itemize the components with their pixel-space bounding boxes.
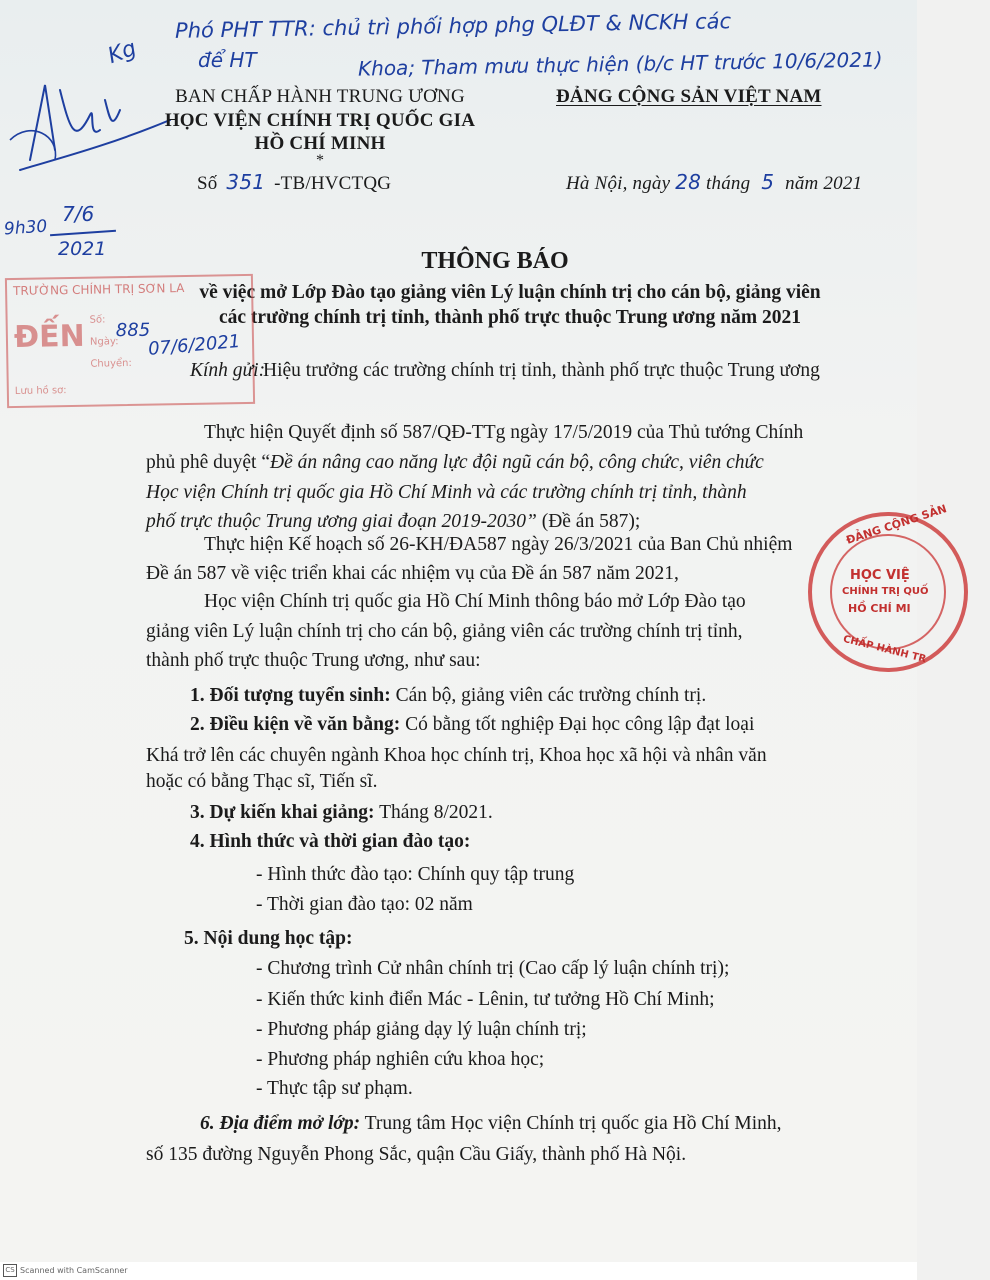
section6-line2: số 135 đường Nguyễn Phong Sắc, quận Cầu Giấy, thành phố Hà Nội. (146, 1144, 687, 1165)
date-day: 28 (675, 170, 702, 194)
handwritten-note-line1: Phó PHT TTR: chủ trì phối hợp phg QLĐT & NCKH các (174, 9, 732, 43)
para1-line4-plain: (Đề án 587); (536, 511, 641, 532)
para1-line3: Học viện Chính trị quốc gia Hồ Chí Minh và các trường chính trị tỉnh, thành (146, 482, 747, 503)
handwritten-note-kg: Kg (104, 35, 140, 70)
recipient-label: Kính gửi: (190, 360, 266, 381)
notice-title: THÔNG BÁO (421, 248, 569, 274)
official-seal (808, 502, 968, 672)
section5-item1: - Chương trình Cử nhân chính trị (Cao cấp lý luận chính trị); (256, 958, 730, 979)
header-star: * (316, 152, 324, 169)
scanner-footer (0, 1262, 917, 1280)
section5-label: 5. Nội dung học tập: (184, 928, 353, 949)
section4-item2: - Thời gian đào tạo: 02 năm (256, 894, 473, 915)
handwritten-divider (50, 230, 116, 237)
handwritten-note-line2: để HT (198, 48, 257, 72)
official-seal-line1: HỌC VIỆ (850, 568, 910, 583)
section5-item2: - Kiến thức kinh điển Mác - Lênin, tư tưởng Hồ Chí Minh; (256, 989, 715, 1010)
section2 (190, 714, 754, 736)
section1 (190, 685, 706, 707)
section4-item1: - Hình thức đào tạo: Chính quy tập trung (256, 864, 575, 885)
place-date (566, 170, 862, 195)
notice-subtitle-1: về việc mở Lớp Đào tạo giảng viên Lý luận chính trị cho cán bộ, giảng viên (199, 282, 821, 303)
para1-line2-plain: phủ phê duyệt “ (146, 452, 271, 473)
para1-line2-italic: Đề án nâng cao năng lực đội ngũ cán bộ, công chức, viên chức (270, 452, 764, 473)
handwritten-note-line3: Khoa; Tham mưu thực hiện (b/c HT trước 10/6/2021) (357, 47, 883, 81)
handwritten-received-time: 9h30 (3, 216, 48, 240)
recipient-text: Hiệu trưởng các trường chính trị tỉnh, thành phố trực thuộc Trung ương (263, 360, 820, 381)
section2-line2: Khá trở lên các chuyên ngành Khoa học chính trị, Khoa học xã hội và nhân văn (146, 745, 767, 766)
scanner-footer-text: Scanned with CamScanner (20, 1266, 128, 1275)
document-number (197, 170, 391, 195)
incoming-stamp-so: Số: (89, 314, 106, 326)
para2-line2: Đề án 587 về việc triển khai các nhiệm vụ của Đề án 587 năm 2021, (146, 563, 679, 584)
incoming-stamp-date: 07/6/2021 (147, 330, 242, 360)
official-seal-line3: HỒ CHÍ MI (848, 602, 911, 615)
section3-label: 3. Dự kiến khai giảng: (190, 802, 375, 823)
incoming-stamp (5, 274, 255, 408)
org-parent: BAN CHẤP HÀNH TRUNG ƯƠNG (175, 86, 465, 107)
para3-line1: Học viện Chính trị quốc gia Hồ Chí Minh thông báo mở Lớp Đào tạo (204, 591, 746, 612)
document-number-suffix: -TB/HVCTQG (274, 173, 392, 194)
notice-subtitle-2: các trường chính trị tỉnh, thành phố trực thuộc Trung ương năm 2021 (218, 307, 801, 328)
para1-line1: Thực hiện Quyết định số 587/QĐ-TTg ngày 17/5/2019 của Thủ tướng Chính (204, 422, 804, 443)
incoming-stamp-ngay: Ngày: (89, 336, 119, 348)
section1-label: 1. Đối tượng tuyển sinh: (190, 685, 391, 706)
handwritten-received-year: 2021 (58, 238, 107, 260)
section1-text: Cán bộ, giảng viên các trường chính trị. (390, 685, 707, 706)
section4-label: 4. Hình thức và thời gian đào tạo: (190, 831, 471, 852)
document-number-prefix: Số (197, 173, 218, 194)
camscanner-logo: CS (3, 1264, 17, 1277)
para2-line1: Thực hiện Kế hoạch số 26-KH/ĐA587 ngày 26/3/2021 của Ban Chủ nhiệm (204, 534, 793, 555)
section2-text: Có bằng tốt nghiệp Đại học công lập đạt loại (400, 714, 755, 735)
org-name: HỌC VIỆN CHÍNH TRỊ QUỐC GIA (164, 110, 476, 131)
incoming-stamp-number: 885 (115, 319, 151, 342)
date-year: năm 2021 (785, 173, 863, 194)
section5-item5: - Thực tập sư phạm. (256, 1078, 413, 1099)
section6-label: 6. Địa điểm mở lớp: (200, 1113, 361, 1134)
section3-text: Tháng 8/2021. (374, 802, 493, 823)
section6-text: Trung tâm Học viện Chính trị quốc gia Hồ Chí Minh, (360, 1113, 782, 1134)
official-seal-bottom: CHẤP HÀNH TR (841, 633, 928, 666)
para3-line2: giảng viên Lý luận chính trị cho cán bộ, giảng viên các trường chính trị tỉnh, (146, 621, 743, 642)
para1-line2 (146, 452, 764, 474)
para3-line3: thành phố trực thuộc Trung ương, như sau: (146, 650, 481, 671)
org-name-line2: HỒ CHÍ MINH (254, 133, 386, 154)
party-name: ĐẢNG CỘNG SẢN VIỆT NAM (556, 86, 822, 107)
date-month-label: tháng (706, 173, 751, 194)
handwritten-received-date: 7/6 (62, 202, 95, 226)
date-month: 5 (761, 170, 775, 194)
section5-item4: - Phương pháp nghiên cứu khoa học; (256, 1049, 545, 1070)
section5-item3: - Phương pháp giảng dạy lý luận chính trị; (256, 1019, 587, 1040)
section6 (200, 1113, 782, 1135)
place-date-prefix: Hà Nội, ngày (566, 173, 671, 194)
incoming-stamp-den: ĐẾN (13, 318, 85, 356)
para1-line4 (146, 511, 640, 533)
incoming-stamp-luu: Lưu hồ sơ: (14, 385, 67, 398)
section2-line3: hoặc có bằng Thạc sĩ, Tiến sĩ. (146, 771, 378, 792)
section3 (190, 802, 493, 824)
incoming-stamp-chuyen: Chuyển: (90, 357, 132, 370)
official-seal-line2: CHÍNH TRỊ QUỐ (842, 586, 929, 597)
official-seal-top: ĐẢNG CỘNG SẢN (844, 502, 949, 547)
incoming-stamp-school: TRƯỜNG CHÍNH TRỊ SƠN LA (12, 281, 185, 299)
document-number-value: 351 (226, 170, 266, 194)
section2-label: 2. Điều kiện về văn bằng: (190, 714, 401, 735)
para1-line4-italic: phố trực thuộc Trung ương giai đoạn 2019-2030” (146, 511, 537, 532)
